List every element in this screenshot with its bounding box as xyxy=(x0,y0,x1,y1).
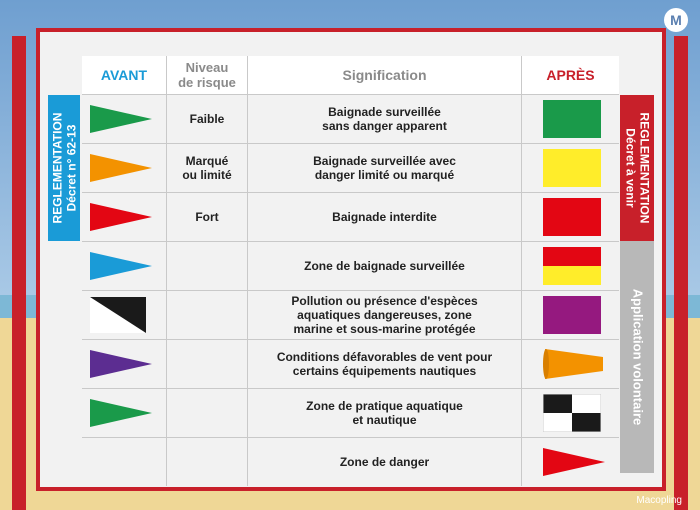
risk-level xyxy=(167,242,247,290)
table-row xyxy=(82,144,619,192)
row-divider xyxy=(82,290,619,291)
left-post xyxy=(12,36,26,510)
brand-logo: M xyxy=(664,8,688,32)
blue-pennant-icon xyxy=(90,250,154,282)
green-pennant-icon xyxy=(90,103,154,135)
green-square-flag-icon xyxy=(543,100,601,138)
header-niveau: Niveau de risque xyxy=(178,60,236,90)
row-divider xyxy=(82,143,619,144)
left-sidebar-text: REGLEMENTATION Décret n° 62-13 xyxy=(50,112,79,224)
risk-level: Fort xyxy=(195,210,219,224)
row-divider xyxy=(82,437,619,438)
column-divider xyxy=(521,56,522,486)
purple-pennant-icon xyxy=(90,348,154,380)
row-divider xyxy=(82,192,619,193)
meaning: Zone de baignade surveillée xyxy=(304,259,465,273)
meaning: Baignade surveillée sans danger apparent xyxy=(322,105,447,133)
row-divider xyxy=(82,339,619,340)
meaning: Baignade surveillée avec danger limité ou marqué xyxy=(313,154,456,182)
orange-pennant-icon xyxy=(90,152,154,184)
column-divider xyxy=(166,56,167,486)
table-row xyxy=(82,242,619,290)
purple-square-flag-icon xyxy=(543,296,601,334)
meaning: Baignade interdite xyxy=(332,210,437,224)
table-row xyxy=(82,291,619,339)
right-sidebar-top xyxy=(620,95,654,241)
risk-level xyxy=(167,438,247,486)
red-square-flag-icon xyxy=(543,198,601,236)
right-sidebar-bottom-text: Application volontaire xyxy=(630,288,646,426)
risk-level xyxy=(167,389,247,437)
meaning: Conditions défavorables de vent pour certains équipements nautiques xyxy=(276,350,493,378)
row-divider xyxy=(82,94,619,95)
red-pennant-icon xyxy=(543,446,607,478)
risk-level: Faible xyxy=(189,112,225,126)
table-row xyxy=(82,193,619,241)
black-white-checkered-flag-icon xyxy=(543,394,601,432)
green-pennant-icon xyxy=(90,397,154,429)
right-sidebar-top-text: REGLEMENTATION Décret à venir xyxy=(623,112,652,224)
risk-level xyxy=(167,340,247,388)
left-sidebar xyxy=(48,95,80,241)
header-apres: APRÈS xyxy=(546,67,595,83)
table-row xyxy=(82,95,619,143)
right-post xyxy=(674,36,688,510)
risk-level xyxy=(167,291,247,339)
header-signification: Signification xyxy=(342,67,427,83)
row-divider xyxy=(82,388,619,389)
table-row xyxy=(82,340,619,388)
orange-windsock-icon xyxy=(543,347,605,381)
black-white-diagonal-flag-icon xyxy=(90,297,146,333)
table-row xyxy=(82,389,619,437)
meaning: Pollution ou présence d'espèces aquatiques dangereuses, zone marine et sous-marine protégée xyxy=(291,294,478,336)
right-sidebar-bottom xyxy=(620,241,654,473)
credit-text: Macopling xyxy=(636,495,682,506)
table-row xyxy=(82,438,619,486)
risk-level: Marqué ou limité xyxy=(182,154,232,182)
yellow-square-flag-icon xyxy=(543,149,601,187)
meaning: Zone de danger xyxy=(339,455,430,469)
row-divider xyxy=(82,241,619,242)
red-yellow-flag-icon xyxy=(543,247,601,285)
column-divider xyxy=(247,56,248,486)
header-avant: AVANT xyxy=(100,67,148,83)
red-pennant-icon xyxy=(90,201,154,233)
meaning: Zone de pratique aquatique et nautique xyxy=(306,399,463,427)
